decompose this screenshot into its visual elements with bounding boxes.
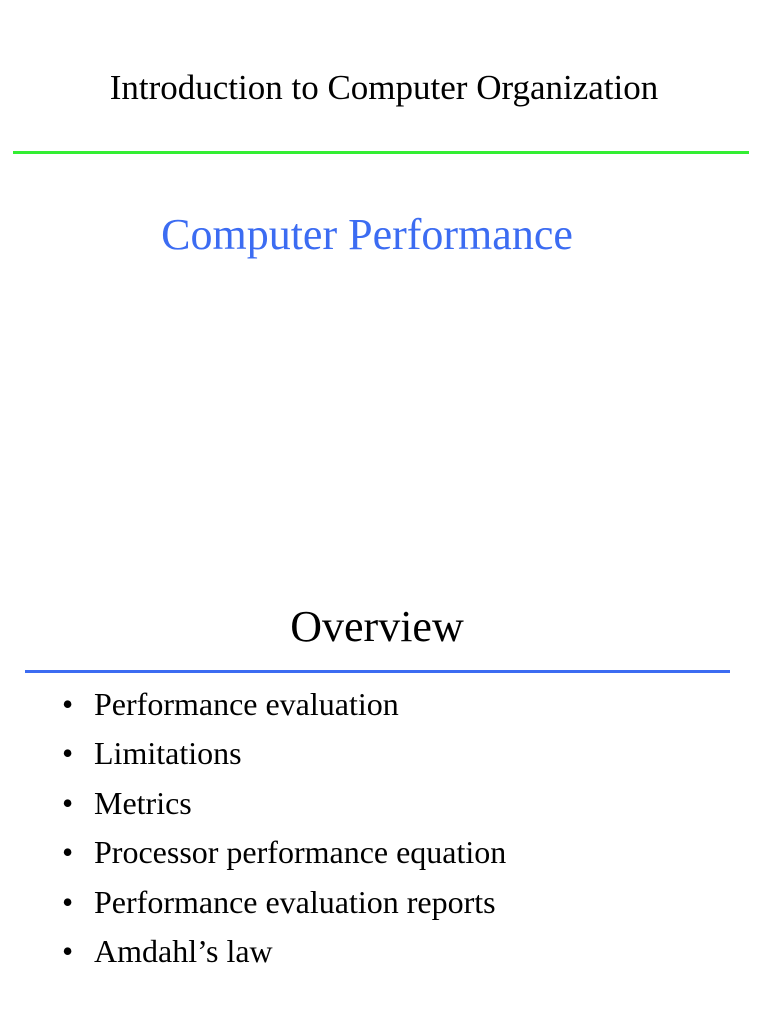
list-item-label: Performance evaluation bbox=[94, 686, 399, 722]
bullet-icon: • bbox=[62, 735, 74, 772]
slide-title: Introduction to Computer Organization bbox=[109, 68, 659, 107]
bullet-icon: • bbox=[62, 883, 74, 920]
overview-divider-line bbox=[25, 670, 730, 673]
list-item bbox=[62, 878, 506, 927]
overview-bullet-list bbox=[62, 680, 506, 976]
bullet-icon: • bbox=[62, 834, 74, 871]
list-item-label: Metrics bbox=[94, 784, 192, 821]
list-item-label: Processor performance equation bbox=[94, 834, 507, 871]
bullet-icon: • bbox=[62, 932, 74, 969]
list-item-label: Amdahl’s law bbox=[94, 932, 273, 969]
list-item bbox=[62, 729, 506, 778]
list-item-label: Performance evaluation reports bbox=[94, 883, 496, 920]
title-divider-line bbox=[13, 151, 749, 154]
bullet-icon: • bbox=[62, 686, 74, 722]
overview-heading: Overview bbox=[290, 602, 464, 651]
list-item bbox=[62, 828, 506, 877]
list-item bbox=[62, 927, 506, 976]
slide-subtitle: Computer Performance bbox=[161, 210, 573, 259]
list-item bbox=[62, 779, 506, 828]
list-item bbox=[62, 680, 506, 729]
list-item-label: Limitations bbox=[94, 735, 242, 772]
bullet-icon: • bbox=[62, 784, 74, 821]
